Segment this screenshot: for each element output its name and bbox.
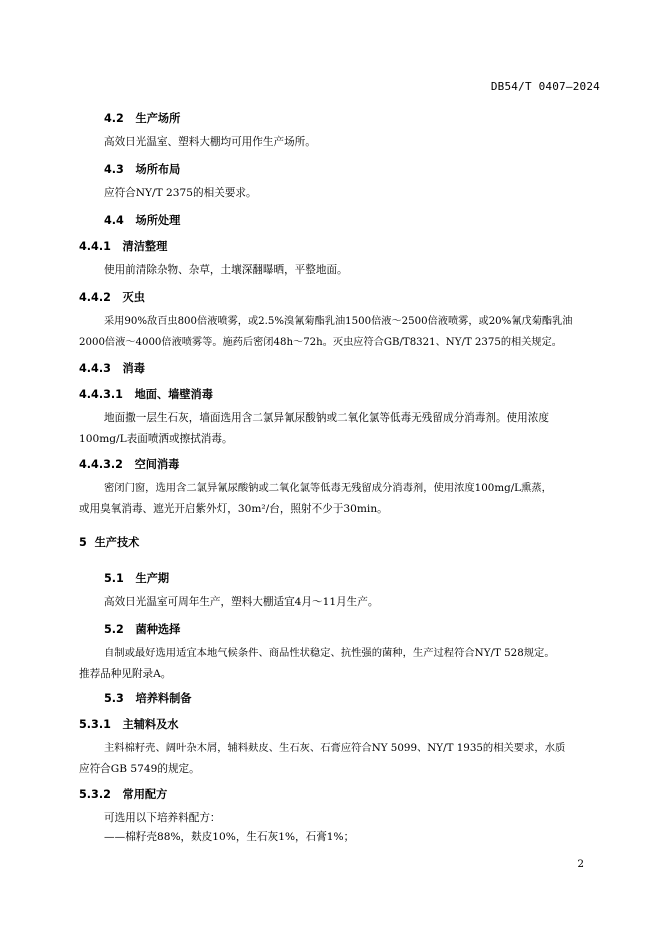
paragraph-5-2-line-1: 自制或最好选用适宜本地气候条件、商品性状稳定、抗性强的菌种，生产过程符合NY/T 528规定。 xyxy=(104,647,555,659)
heading-title: 地面、墙壁消毒 xyxy=(134,388,213,401)
heading-title: 清洁整理 xyxy=(122,240,168,253)
heading-number: 4.4.2 xyxy=(79,291,111,304)
heading-title: 菌种选择 xyxy=(135,623,181,636)
heading-number: 4.4.3 xyxy=(79,362,111,375)
heading-title: 场所处理 xyxy=(135,214,181,227)
paragraph-5-2-line-2: 推荐品种见附录A。 xyxy=(79,668,172,680)
heading-number: 5.3 xyxy=(104,692,124,705)
heading-4-3 xyxy=(104,161,180,177)
heading-number: 4.3 xyxy=(104,163,124,176)
paragraph-5-3-1-line-2: 应符合GB 5749的规定。 xyxy=(79,763,200,775)
heading-4-4-3-2 xyxy=(79,456,179,472)
heading-5-1 xyxy=(104,570,169,586)
heading-4-4-3-1 xyxy=(79,386,213,402)
heading-4-2 xyxy=(104,110,180,126)
heading-4-4-2 xyxy=(79,289,145,305)
list-item: ——棉籽壳88%，麸皮10%，生石灰1%，石膏1%； xyxy=(104,831,355,843)
heading-title: 空间消毒 xyxy=(134,458,180,471)
standard-code: DB54/T 0407—2024 xyxy=(490,80,600,93)
paragraph-4-4-3-2-line-2: 或用臭氧消毒、遮光开启紫外灯，30m²/台，照射不少于30min。 xyxy=(79,503,388,515)
heading-number: 5.2 xyxy=(104,623,124,636)
heading-title: 生产技术 xyxy=(94,536,140,549)
heading-number: 4.4 xyxy=(104,214,124,227)
paragraph-4-4-3-2-line-1: 密闭门窗，选用含二氯异氰尿酸钠或二氧化氯等低毒无残留成分消毒剂，使用浓度100mg/L熏蒸， xyxy=(104,482,552,494)
heading-number: 5.1 xyxy=(104,572,124,585)
heading-number: 4.4.3.2 xyxy=(79,458,123,471)
heading-number: 5.3.2 xyxy=(79,788,111,801)
heading-5-2 xyxy=(104,621,180,637)
paragraph-5-3-1-line-1: 主料棉籽壳、阔叶杂木屑，辅料麸皮、生石灰、石膏应符合NY 5099、NY/T 1935的相关要求，水质 xyxy=(104,742,566,754)
paragraph-4-4-3-1-line-2: 100mg/L表面喷洒或擦拭消毒。 xyxy=(79,433,233,445)
heading-5-3-2 xyxy=(79,786,167,802)
heading-number: 4.2 xyxy=(104,112,124,125)
heading-number: 4.4.3.1 xyxy=(79,388,123,401)
heading-5-3 xyxy=(104,690,191,706)
heading-title: 生产场所 xyxy=(135,112,181,125)
paragraph-4-4-3-1-line-1: 地面撒一层生石灰，墙面选用含二氯异氰尿酸钠或二氧化氯等低毒无残留成分消毒剂。使用浓度 xyxy=(104,412,549,424)
paragraph-4-4-2-line-1: 采用90%敌百虫800倍液喷雾，或2.5%溴氰菊酯乳油1500倍液～2500倍液喷雾，或20%氰戊菊酯乳油 xyxy=(104,316,573,327)
heading-4-4-3 xyxy=(79,360,145,376)
heading-title: 培养料制备 xyxy=(135,692,192,705)
paragraph-4-2: 高效日光温室、塑料大棚均可用作生产场所。 xyxy=(104,136,316,148)
heading-5 xyxy=(79,534,139,550)
heading-4-4 xyxy=(104,212,180,228)
heading-title: 生产期 xyxy=(135,572,170,585)
heading-number: 4.4.1 xyxy=(79,240,111,253)
heading-title: 主辅料及水 xyxy=(122,718,179,731)
heading-title: 场所布局 xyxy=(135,163,181,176)
paragraph-5-1: 高效日光温室可周年生产，塑料大棚适宜4月～11月生产。 xyxy=(104,596,379,608)
heading-title: 灭虫 xyxy=(122,291,145,304)
heading-5-3-1 xyxy=(79,716,179,732)
paragraph-4-4-1: 使用前清除杂物、杂草，土壤深翻曝晒，平整地面。 xyxy=(104,264,348,276)
paragraph-4-4-2-line-2: 2000倍液～4000倍液喷雾等。施药后密闭48h～72h。灭虫应符合GB/T8321、NY/T 2375的相关规定。 xyxy=(79,337,562,348)
heading-4-4-1 xyxy=(79,238,167,254)
paragraph-4-3: 应符合NY/T 2375的相关要求。 xyxy=(104,187,257,199)
heading-number: 5 xyxy=(79,536,87,549)
heading-title: 常用配方 xyxy=(122,788,168,801)
paragraph-5-3-2-line-1: 可选用以下培养料配方： xyxy=(104,812,221,824)
heading-title: 消毒 xyxy=(122,362,145,375)
heading-number: 5.3.1 xyxy=(79,718,111,731)
page-number: 2 xyxy=(577,858,584,870)
